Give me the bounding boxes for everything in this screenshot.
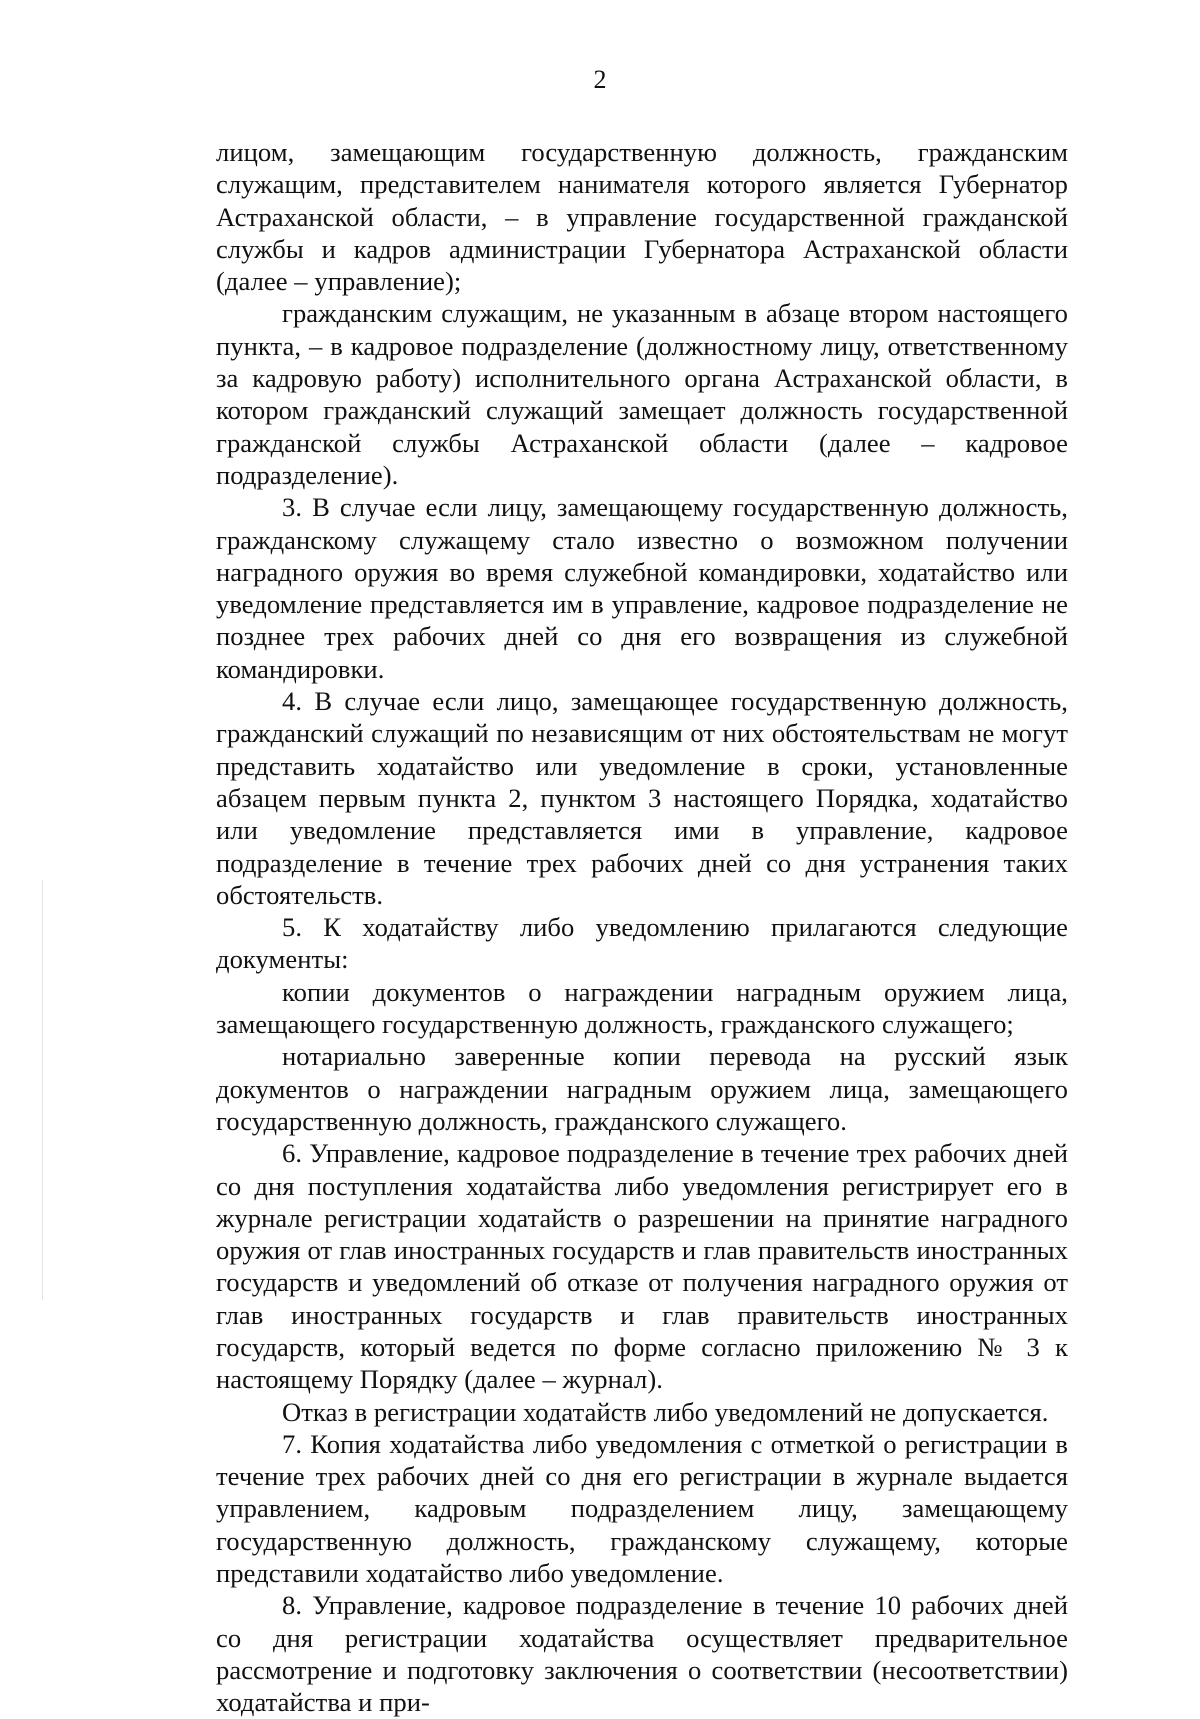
document-body (216, 136, 1068, 1719)
paragraph-continuation: лицом, замещающим государственную должность, гражданским служащим, представителем нанимателя которого является Губернатор Астраханской области, – в управление государственной гражданской службы и кадров администрации Губернатора Астраханской области (далее – управление); (216, 137, 1068, 297)
paragraph-item-6: 6. Управление, кадровое подразделение в течение трех рабочих дней со дня поступления ходатайства либо уведомления регистрирует его в журнале регистрации ходатайств о разрешении на принятие наградного оружия от глав иностранных государств и глав правительств иностранных государств и уведомлений об отказе от получения наградного оружия от глав иностранных государств и глав правительств иностранных государств, который ведется по форме согласно приложению № 3 к настоящему Порядку (далее – журнал). (216, 1138, 1068, 1395)
paragraph: гражданским служащим, не указанным в абзаце втором настоящего пункта, – в кадровое подразделение (должностному лицу, ответственному за кадровую работу) исполнительного органа Астраханской области, в котором гражданский служащий замещает должность государственной гражданской службы Астраханской области (далее – кадровое подразделение). (216, 298, 1068, 490)
paragraph-item-8: 8. Управление, кадровое подразделение в течение 10 рабочих дней со дня регистрации ходатайства осуществляет предварительное рассмотрение и подготовку заключения о соответствии (несоответствии) ходатайства и при- (216, 1590, 1068, 1718)
scan-edge-mark (42, 880, 43, 1300)
paragraph-item-3: 3. В случае если лицу, замещающему государственную должность, гражданскому служащему стало известно о возможном получении наградного оружия во время служебной командировки, ходатайство или уведомление представляется им в управление, кадровое подразделение не позднее трех рабочих дней со дня его возвращения из служебной командировки. (216, 492, 1068, 684)
paragraph-item-5: 5. К ходатайству либо уведомлению прилагаются следующие документы: (216, 912, 1068, 975)
paragraph-item-4: 4. В случае если лицо, замещающее государственную должность, гражданский служащий по независящим от них обстоятельствам не могут представить ходатайство или уведомление в сроки, установленные абзацем первым пункта 2, пунктом 3 настоящего Порядка, ходатайство или уведомление представляется ими в управление, кадровое подразделение в течение трех рабочих дней со дня устранения таких обстоятельств. (216, 686, 1068, 910)
paragraph: копии документов о награждении наградным оружием лица, замещающего государственную должность, гражданского служащего; (216, 976, 1068, 1040)
paragraph-item-7: 7. Копия ходатайства либо уведомления с отметкой о регистрации в течение трех рабочих дней со дня его регистрации в журнале выдается управлением, кадровым подразделением лицу, замещающему государственную должность, гражданскому служащему, которые представили ходатайство либо уведомление. (216, 1428, 1068, 1589)
paragraph: нотариально заверенные копии перевода на русский язык документов о награждении наградным оружием лица, замещающего государственную должность, гражданского служащего. (216, 1041, 1068, 1136)
paragraph: Отказ в регистрации ходатайств либо уведомлений не допускается. (282, 1396, 1049, 1427)
page-number: 2 (593, 65, 607, 94)
